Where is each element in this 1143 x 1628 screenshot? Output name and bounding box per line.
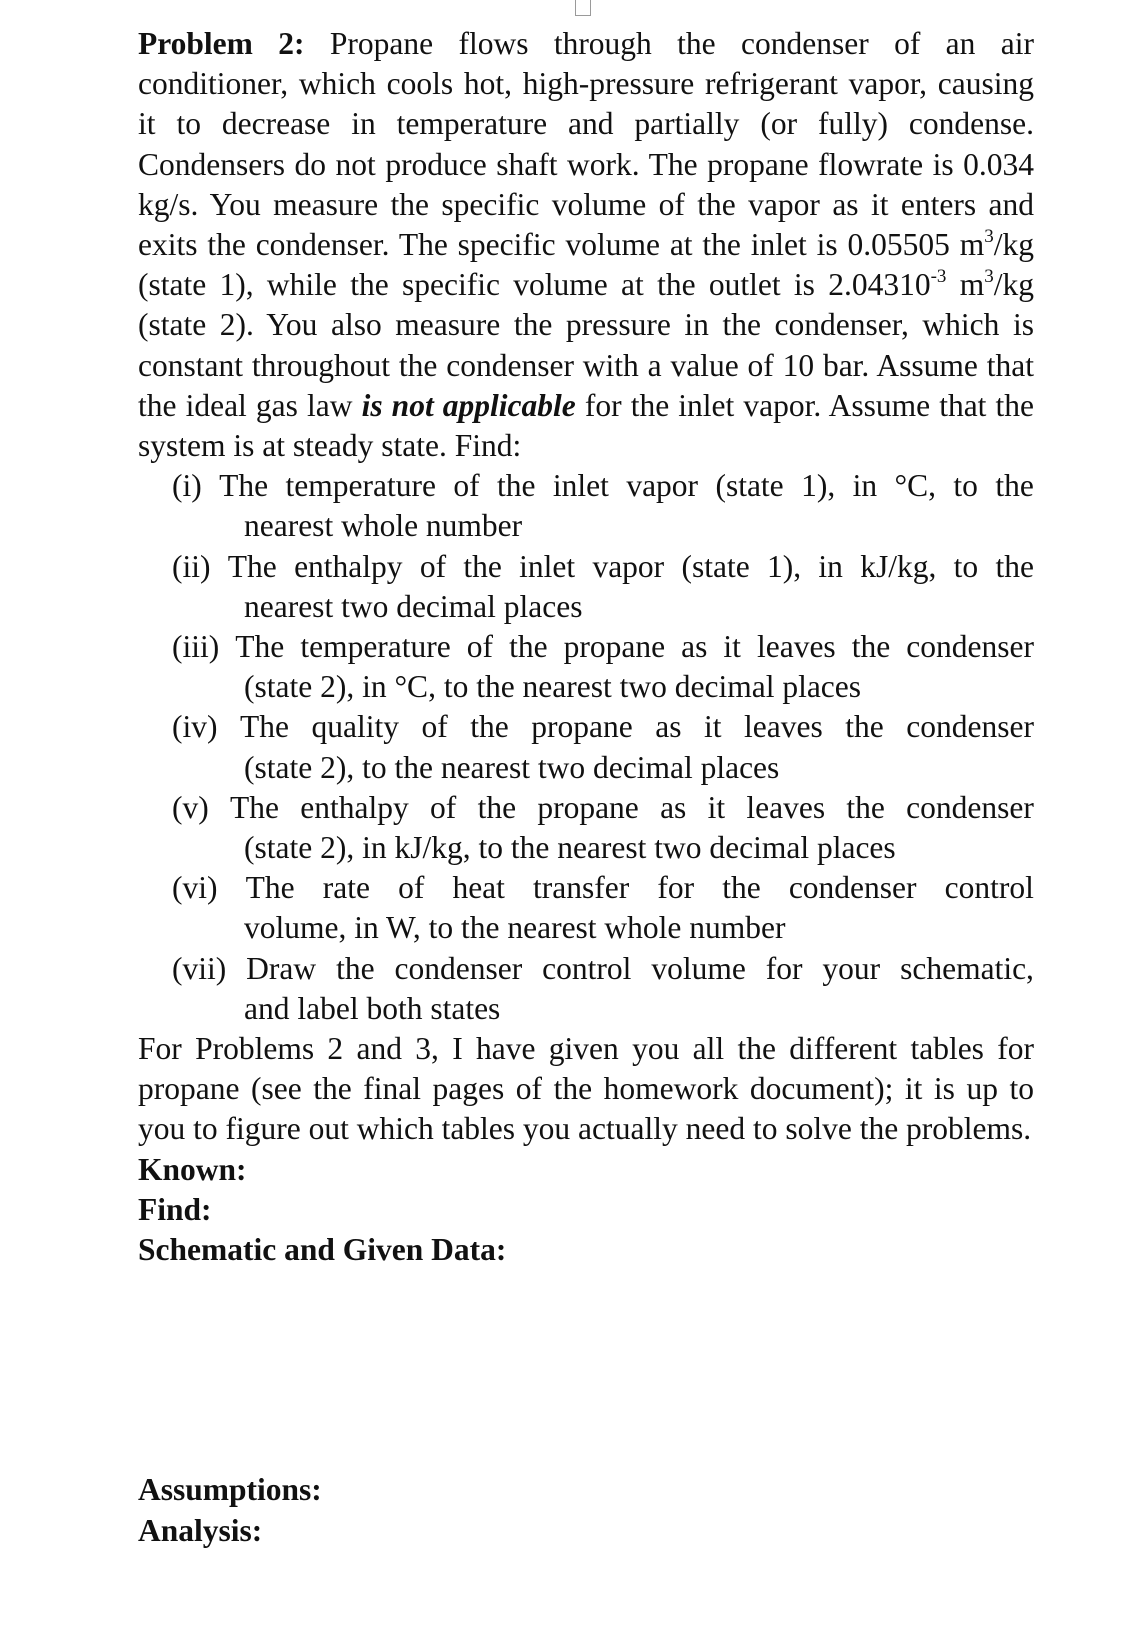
word: enthalpy	[300, 789, 409, 825]
word: (iv)	[172, 709, 218, 745]
emphasis-not-applicable: is not applicable	[361, 387, 576, 423]
find-item-continuation: (state 2), to the nearest two decimal places	[244, 749, 780, 785]
word: propane	[531, 709, 633, 745]
word: (state	[681, 548, 750, 584]
problem-text-3: m	[946, 267, 985, 303]
known-heading: Known:	[138, 1151, 247, 1187]
word: The	[240, 709, 289, 745]
find-item-first-line	[172, 949, 1034, 989]
word: (vi)	[172, 870, 218, 906]
word: (v)	[172, 789, 209, 825]
word: 1),	[767, 548, 802, 584]
word: The	[219, 468, 269, 504]
word: rate	[322, 870, 370, 906]
find-item	[172, 547, 1034, 627]
find-item	[172, 949, 1034, 1029]
word: kJ/kg,	[860, 548, 937, 584]
word: for	[765, 950, 803, 986]
word: propane	[563, 629, 666, 665]
find-item-first-line	[172, 466, 1034, 506]
word: the	[477, 789, 517, 825]
word: heat	[452, 870, 505, 906]
find-item-continuation: (state 2), in kJ/kg, to the nearest two decimal places	[244, 830, 896, 866]
word: (vii)	[172, 950, 227, 986]
find-item	[172, 627, 1034, 707]
find-item-first-line	[172, 547, 1034, 587]
word: the	[846, 789, 885, 825]
word: control	[944, 870, 1034, 906]
word: °C,	[894, 468, 937, 504]
analysis-heading: Analysis:	[138, 1512, 263, 1548]
problem-text-4: /kg (state 2). You also measure the pressure in the condenser, which is constant throughout the condenser with a value of 10 bar. Assume that the ideal gas law	[138, 267, 1034, 423]
word: in	[852, 468, 878, 504]
cubed-superscript-1: 3	[984, 225, 994, 247]
word: the	[497, 468, 536, 504]
word: temperature	[285, 468, 436, 504]
find-item-continuation: volume, in W, to the nearest whole number	[244, 910, 786, 946]
word: The	[235, 629, 285, 665]
word: as	[660, 789, 687, 825]
find-heading: Find:	[138, 1191, 212, 1227]
word: of	[398, 870, 425, 906]
word: inlet	[552, 468, 609, 504]
find-list	[172, 466, 1034, 1029]
word: condenser	[906, 629, 1034, 665]
word: it	[707, 789, 726, 825]
word: as	[681, 629, 708, 665]
word: vapor	[626, 468, 699, 504]
find-item-first-line	[172, 788, 1034, 828]
find-item	[172, 788, 1034, 868]
word: the	[722, 870, 761, 906]
word: leaves	[756, 629, 836, 665]
word: (ii)	[172, 548, 211, 584]
word: the	[336, 950, 375, 986]
find-item-first-line	[172, 868, 1034, 908]
word: temperature	[300, 629, 451, 665]
word: quality	[311, 709, 399, 745]
problem-text-5: for the inlet vapor. Assume that the system is at steady state. Find:	[138, 387, 1035, 464]
find-item-continuation: nearest whole number	[244, 508, 523, 544]
word: the	[851, 629, 891, 665]
word: condenser	[788, 870, 917, 906]
assumptions-heading: Assumptions:	[138, 1472, 322, 1508]
word: control	[542, 950, 632, 986]
word: The	[227, 548, 277, 584]
word: as	[655, 709, 682, 745]
word: of	[430, 789, 457, 825]
word: the	[470, 709, 509, 745]
word: The	[230, 789, 279, 825]
word: the	[995, 468, 1034, 504]
word: for	[657, 870, 695, 906]
word: the	[845, 709, 884, 745]
problem-label: Problem 2:	[138, 26, 305, 61]
word: it	[723, 629, 741, 665]
tables-note: For Problems 2 and 3, I have given you all the different tables for propane (see the final pages of the homework document); it is up to you to figure out which tables you actually need to solve the problems.	[138, 1031, 1034, 1147]
word: volume	[651, 950, 746, 986]
word: The	[245, 870, 295, 906]
problem-statement	[138, 24, 1034, 466]
find-item-continuation: (state 2), in °C, to the nearest two decimal places	[244, 669, 862, 705]
word: (state	[715, 468, 784, 504]
document-page	[138, 24, 1034, 1551]
schematic-blank-area	[138, 1270, 1034, 1470]
word: to	[953, 548, 979, 584]
word: 1),	[801, 468, 836, 504]
word: leaves	[746, 789, 826, 825]
word: vapor	[592, 548, 665, 584]
find-item	[172, 466, 1034, 546]
word: your	[822, 950, 881, 986]
find-item-continuation: and label both states	[244, 990, 501, 1026]
word: it	[704, 709, 722, 745]
word: of	[453, 468, 480, 504]
word: condenser	[906, 789, 1034, 825]
word: condenser	[906, 709, 1034, 745]
word: in	[818, 548, 843, 584]
find-item-first-line	[172, 627, 1034, 667]
word: (i)	[172, 468, 202, 504]
find-item	[172, 707, 1034, 787]
word: the	[509, 629, 548, 665]
word: of	[421, 709, 448, 745]
find-item-continuation: nearest two decimal places	[244, 588, 583, 624]
word: inlet	[519, 548, 576, 584]
word: leaves	[744, 709, 823, 745]
word: (iii)	[172, 629, 220, 665]
schematic-heading: Schematic and Given Data:	[138, 1232, 507, 1268]
word: the	[995, 548, 1034, 584]
word: Draw	[246, 950, 317, 986]
word: the	[463, 548, 502, 584]
page-top-marker	[575, 0, 591, 16]
word: propane	[537, 789, 639, 825]
word: to	[953, 468, 978, 504]
word: schematic,	[900, 950, 1034, 986]
find-item-first-line	[172, 707, 1034, 747]
exponent-superscript: -3	[930, 265, 947, 287]
word: of	[466, 629, 494, 665]
find-item	[172, 868, 1034, 948]
word: transfer	[533, 870, 630, 906]
cubed-superscript-2: 3	[984, 265, 994, 287]
word: of	[419, 548, 447, 584]
word: enthalpy	[294, 548, 403, 584]
word: condenser	[394, 950, 523, 986]
problem-text-1: Propane flows through the condenser of an air conditioner, which cools hot, high-pressure refrigerant vapor, causing it to decrease in temperature and partially (or fully) condense. Condensers do not produce shaft work. The propane flowrate is 0.034 kg/s. You measure the specific volume of the vapor as it enters and exits the condenser. The specific volume at the inlet is 0.05505 m	[138, 26, 1034, 263]
problem-text-2: /kg (state 1), while the specific volume at the outlet is 2.04310	[138, 227, 1034, 303]
